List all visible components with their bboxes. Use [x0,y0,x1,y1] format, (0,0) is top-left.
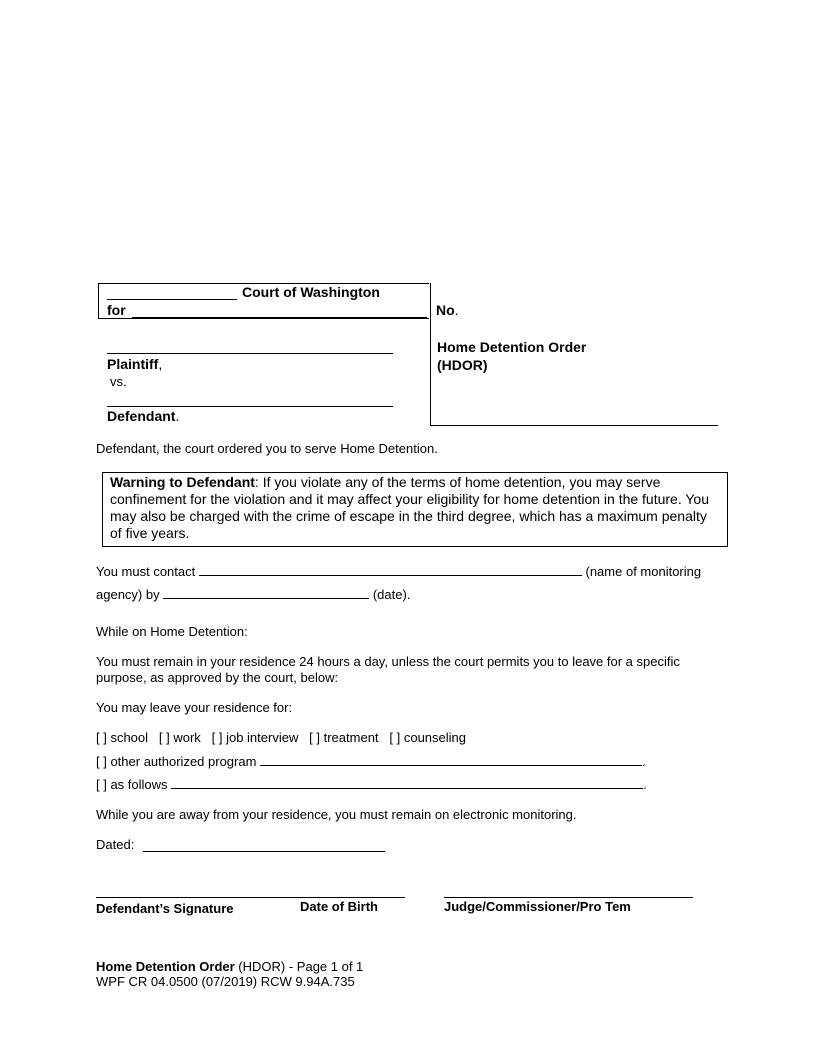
agency-prefix: agency) by [96,587,160,602]
defendant-label: Defendant [107,408,176,424]
option-counseling[interactable]: [ ] counseling [389,730,466,745]
as-follows-blank[interactable] [171,776,643,789]
contact-suffix: (name of monitoring [585,564,702,579]
as-follows-period: . [643,777,647,792]
document-title [437,338,586,374]
document-title-line1: Home Detention Order [437,339,587,355]
dated-blank[interactable] [143,851,385,852]
case-number-label: No [436,302,455,318]
other-program-period: . [642,754,646,769]
vs-label: vs. [110,374,127,389]
dated-label: Dated: [96,837,135,852]
case-number [436,302,459,318]
while-on-heading: While on Home Detention: [96,624,248,639]
option-job-interview[interactable]: [ ] job interview [211,730,299,745]
contact-row [96,563,701,579]
option-other-program[interactable]: [ ] other authorized program [96,754,257,769]
judge-label: Judge/Commissioner/Pro Tem [444,899,631,914]
plaintiff-label: Plaintiff [107,356,159,372]
intro-text: Defendant, the court ordered you to serve Home Detention. [96,441,438,456]
may-leave-text: You may leave your residence for: [96,700,293,715]
footer-page: (HDOR) - Page 1 of 1 [234,959,364,974]
contact-prefix: You must contact [96,564,196,579]
defendant-signature-line[interactable] [96,897,405,898]
agency-row [96,586,410,602]
other-program-blank[interactable] [260,753,642,766]
document-title-line2: (HDOR) [437,357,488,373]
warning-text: : If you violate any of the terms of home detention, you may serve confinement for the violation and it may affect your eligibility for home detention in the future. You may also be charged with the crime of escape in the third degree, which has a maximum penalty of five years. [110,474,709,541]
as-follows-row [96,776,647,792]
footer-form-title: Home Detention Order [96,959,235,974]
option-school[interactable]: [ ] school [96,730,149,745]
plaintiff-comma: , [158,356,163,372]
monitoring-agency-blank[interactable] [199,563,582,576]
plaintiff-blank[interactable] [107,353,393,354]
electronic-monitoring-text: While you are away from your residence, you must remain on electronic monitoring. [96,807,577,822]
warning-box [102,472,728,547]
footer-form-id: WPF CR 04.0500 (07/2019) RCW 9.94A.735 [96,974,355,989]
caption-bottom-rule [430,425,718,426]
court-label: Court of Washington [242,284,380,300]
option-treatment[interactable]: [ ] treatment [309,730,379,745]
for-label: for [107,302,126,318]
defendant [107,408,179,424]
option-work[interactable]: [ ] work [158,730,201,745]
court-for-blank[interactable] [132,317,427,318]
options-row [96,730,466,745]
case-number-period: . [454,302,459,318]
warning-label: Warning to Defendant [110,474,255,490]
option-as-follows[interactable]: [ ] as follows [96,777,168,792]
dated-row [96,837,134,852]
footer [96,959,363,989]
defendant-period: . [175,408,180,424]
contact-date-blank[interactable] [163,586,369,599]
footer-line1 [96,959,363,974]
defendant-blank[interactable] [107,406,393,407]
other-program-row [96,753,646,769]
judge-signature-line[interactable] [444,897,693,898]
defendant-signature-label: Defendant’s Signature [96,901,234,916]
remain-text: You must remain in your residence 24 hours a day, unless the court permits you to leave for a specific purpose, as approved by the court, below: [96,654,680,685]
date-of-birth-label: Date of Birth [300,899,378,914]
agency-suffix: (date). [372,587,411,602]
court-county-blank[interactable] [107,299,237,300]
plaintiff [107,356,162,372]
